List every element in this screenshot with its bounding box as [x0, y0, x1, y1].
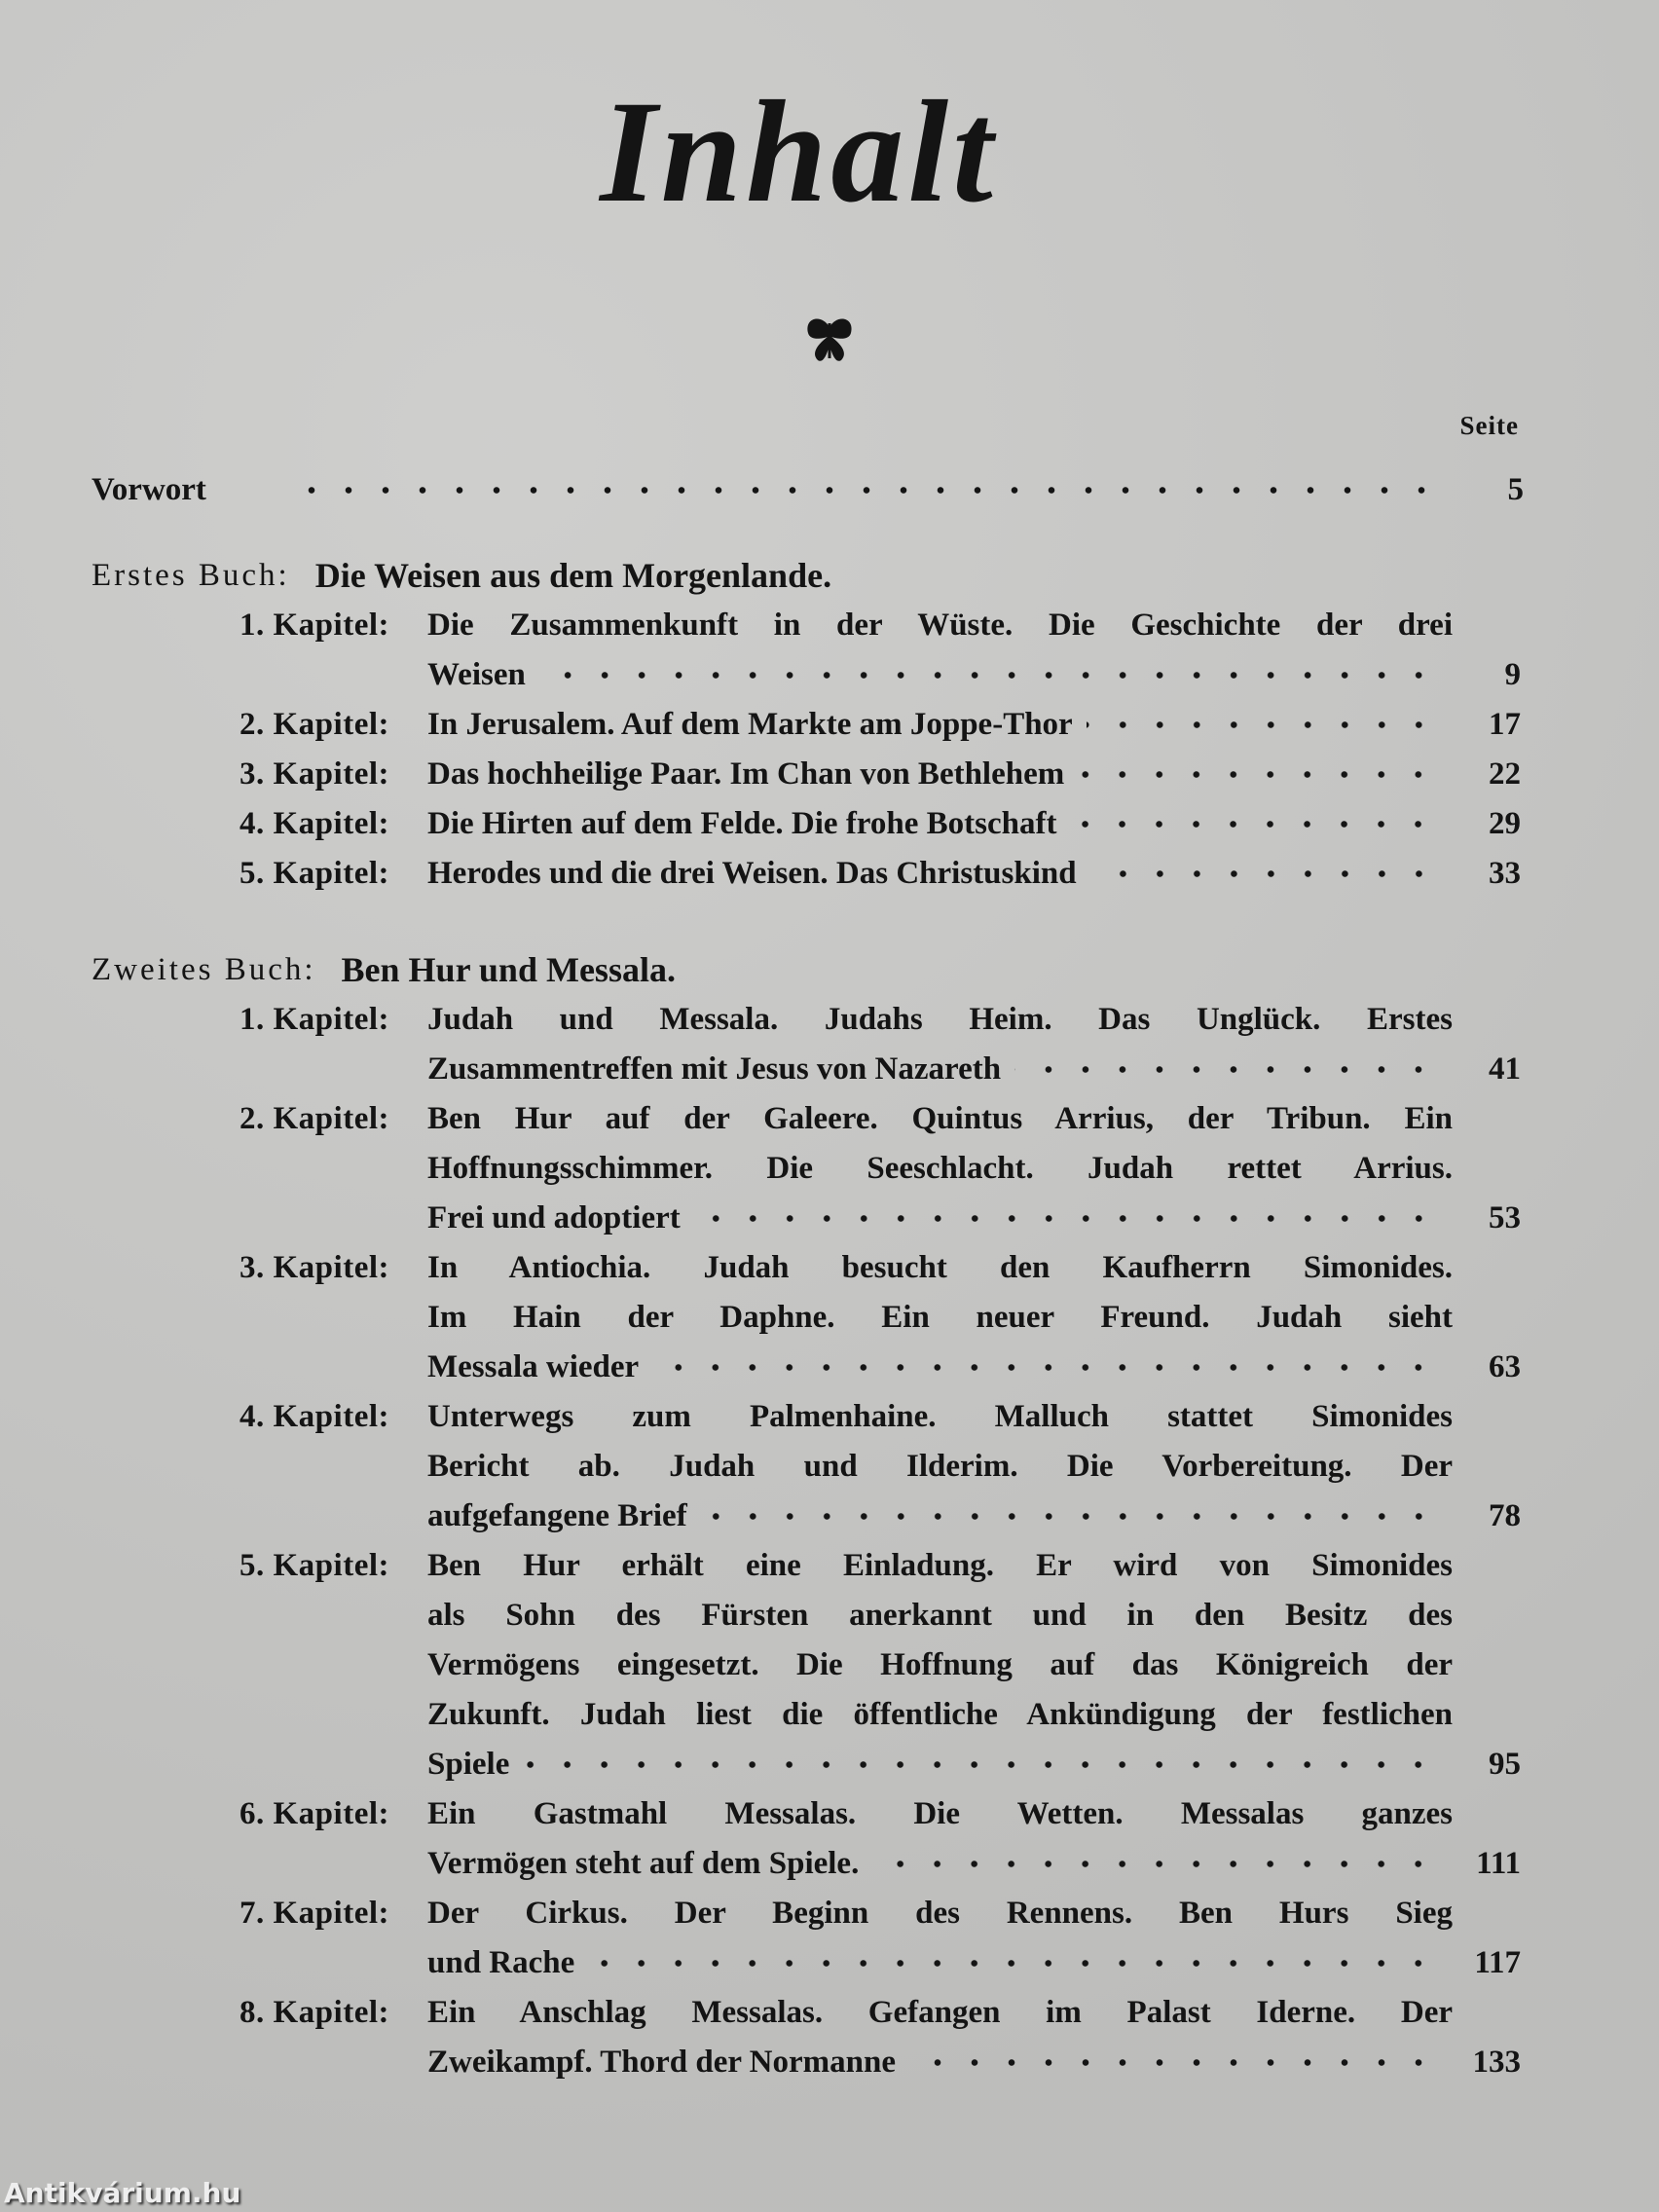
book-label: Erstes Buch: — [92, 558, 290, 593]
chapter-text-wrap — [427, 1045, 1453, 1094]
chapter-number: 7. Kapitel: — [240, 1896, 389, 1931]
dot-leader — [909, 2038, 1439, 2087]
chapter-number: 1. Kapitel: — [240, 1002, 389, 1037]
chapter-text-wrap — [427, 1442, 1453, 1492]
chapter-text-wrap — [427, 1541, 1453, 1591]
chapter-title-text: Herodes und die drei Weisen. Das Christuskind — [427, 856, 1077, 891]
chapter-text-wrap — [427, 1243, 1453, 1293]
chapter-title-text: Spiele — [427, 1747, 510, 1782]
chapter-title-text: Vermögen steht auf dem Spiele. — [427, 1846, 860, 1881]
chapter-line — [92, 1045, 1524, 1094]
dot-leader — [652, 1343, 1439, 1392]
page-number: 17 — [1489, 707, 1521, 742]
chapter-line — [92, 1690, 1524, 1740]
dot-leader — [701, 1492, 1439, 1541]
table-of-contents — [92, 465, 1524, 2087]
chapter-title-text: Unterwegs zum Palmenhaine. Malluch stattet Simonides — [427, 1399, 1453, 1434]
page-number: 133 — [1472, 2045, 1521, 2080]
chapter-text-wrap — [427, 750, 1453, 799]
chapter-text-wrap — [427, 1194, 1453, 1243]
page-number: 63 — [1489, 1349, 1521, 1384]
toc-entry-chapter[interactable] — [92, 995, 1524, 1094]
page-title: Inhalt — [600, 71, 997, 233]
chapter-number: 5. Kapitel: — [240, 856, 389, 891]
toc-entry-chapter[interactable] — [92, 799, 1524, 849]
chapter-line — [92, 1144, 1524, 1194]
chapter-line — [92, 799, 1524, 849]
chapter-line — [92, 650, 1524, 700]
chapter-title-text: Ein Gastmahl Messalas. Die Wetten. Messalas ganzes — [427, 1796, 1453, 1831]
page-number: 117 — [1474, 1945, 1521, 1980]
chapter-text-wrap — [427, 1938, 1453, 1988]
page-column-label: Seite — [1459, 411, 1519, 440]
page-number: 111 — [1476, 1846, 1521, 1881]
chapter-number: 3. Kapitel: — [240, 756, 389, 792]
chapter-line — [92, 1839, 1524, 1889]
book-title: Ben Hur und Messala. — [341, 950, 676, 989]
chapter-number: 4. Kapitel: — [240, 806, 389, 841]
toc-entry-chapter[interactable] — [92, 1789, 1524, 1889]
chapter-text-wrap — [427, 799, 1453, 849]
chapter-line — [92, 1740, 1524, 1789]
chapter-text-wrap — [427, 1641, 1453, 1690]
toc-entry-vorwort[interactable] — [92, 465, 1524, 515]
chapter-text-wrap — [427, 1690, 1453, 1740]
dot-leader — [539, 650, 1439, 700]
chapter-text-wrap — [427, 650, 1453, 700]
book-heading[interactable] — [92, 551, 1524, 601]
chapter-number: 2. Kapitel: — [240, 707, 389, 742]
chapter-text-wrap — [427, 1094, 1453, 1144]
chapter-line — [92, 849, 1524, 899]
chapter-number: 2. Kapitel: — [240, 1101, 389, 1136]
chapter-text-wrap — [427, 1492, 1453, 1541]
dot-leader — [1070, 799, 1439, 849]
dot-leader — [872, 1839, 1439, 1889]
chapter-line — [92, 1889, 1524, 1938]
chapter-line — [92, 1641, 1524, 1690]
butterfly-ornament-icon — [800, 310, 859, 368]
chapter-text-wrap — [427, 849, 1453, 899]
chapter-title-text: Zweikampf. Thord der Normanne — [427, 2045, 896, 2080]
page-number: 53 — [1489, 1200, 1521, 1235]
dot-leader — [1014, 1045, 1439, 1094]
page-number: 41 — [1489, 1051, 1521, 1087]
dot-leader — [1090, 849, 1439, 899]
chapter-number: 3. Kapitel: — [240, 1250, 389, 1285]
chapter-title-text: Ben Hur auf der Galeere. Quintus Arrius, der Tribun. Ein — [427, 1101, 1453, 1136]
chapter-line — [92, 1988, 1524, 2038]
chapter-title-text: Zusammentreffen mit Jesus von Nazareth — [427, 1051, 1002, 1087]
chapter-line — [92, 1243, 1524, 1293]
chapter-title-text: aufgefangene Brief — [427, 1498, 687, 1533]
book-label: Zweites Buch: — [92, 952, 316, 987]
chapter-line — [92, 1293, 1524, 1343]
dot-leader — [694, 1194, 1439, 1243]
chapter-title-text: Der Cirkus. Der Beginn des Rennens. Ben Hurs Sieg — [427, 1896, 1453, 1931]
chapter-line — [92, 1492, 1524, 1541]
chapter-text-wrap — [427, 2038, 1453, 2087]
entry-title: Vorwort — [92, 472, 206, 507]
chapter-title-text: Vermögens eingesetzt. Die Hoffnung auf das Königreich der — [427, 1647, 1453, 1682]
dot-leader — [1087, 700, 1439, 750]
chapter-title-text: Die Zusammenkunft in der Wüste. Die Geschichte der drei — [427, 608, 1453, 643]
toc-entry-chapter[interactable] — [92, 700, 1524, 750]
page-number: 95 — [1489, 1747, 1521, 1782]
toc-entry-chapter[interactable] — [92, 1392, 1524, 1541]
toc-entry-chapter[interactable] — [92, 1094, 1524, 1243]
chapter-title-text: Messala wieder — [427, 1349, 640, 1384]
chapter-text-wrap — [427, 1392, 1453, 1442]
chapter-text-wrap — [427, 1343, 1453, 1392]
chapter-number: 4. Kapitel: — [240, 1399, 389, 1434]
chapter-title-text: Bericht ab. Judah und Ilderim. Die Vorbereitung. Der — [427, 1449, 1453, 1484]
chapter-title-text: Judah und Messala. Judahs Heim. Das Unglück. Erstes — [427, 1002, 1453, 1037]
page-number: 22 — [1489, 756, 1521, 792]
dot-leader — [1078, 750, 1439, 799]
toc-entry-chapter[interactable] — [92, 601, 1524, 700]
chapter-title-text: Ben Hur erhält eine Einladung. Er wird von Simonides — [427, 1548, 1453, 1583]
chapter-line — [92, 1343, 1524, 1392]
chapter-title-text: In Antiochia. Judah besucht den Kaufherrn Simonides. — [427, 1250, 1453, 1285]
dot-leader — [523, 1740, 1439, 1789]
chapter-title-text: Ein Anschlag Messalas. Gefangen im Palast Iderne. Der — [427, 1995, 1453, 2030]
book-title: Die Weisen aus dem Morgenlande. — [314, 556, 832, 595]
chapter-title-text: In Jerusalem. Auf dem Markte am Joppe-Thor — [427, 707, 1073, 742]
chapter-title-text: Die Hirten auf dem Felde. Die frohe Botschaft — [427, 806, 1057, 841]
toc-entry-chapter[interactable] — [92, 849, 1524, 899]
toc-entry-chapter[interactable] — [92, 1243, 1524, 1392]
chapter-line — [92, 1442, 1524, 1492]
chapter-text-wrap — [427, 1740, 1453, 1789]
page-number: 9 — [1504, 657, 1521, 692]
chapter-number: 5. Kapitel: — [240, 1548, 389, 1583]
toc-entry-chapter[interactable] — [92, 750, 1524, 799]
chapter-text-wrap — [427, 1839, 1453, 1889]
chapter-text-wrap — [427, 1988, 1453, 2038]
chapter-title-text: Weisen — [427, 657, 526, 692]
toc-entry-chapter[interactable] — [92, 1889, 1524, 1988]
chapter-line — [92, 1938, 1524, 1988]
dot-leader — [300, 465, 1442, 515]
chapter-title-text: Zukunft. Judah liest die öffentliche Ankündigung der festlichen — [427, 1697, 1453, 1732]
page-number: 33 — [1489, 856, 1521, 891]
chapter-line — [92, 1392, 1524, 1442]
book-heading[interactable] — [92, 945, 1524, 995]
chapter-line — [92, 1541, 1524, 1591]
chapter-line — [92, 601, 1524, 650]
chapter-line — [92, 1591, 1524, 1641]
chapter-title-text: Hoffnungsschimmer. Die Seeschlacht. Judah rettet Arrius. — [427, 1151, 1453, 1186]
page-number: 78 — [1489, 1498, 1521, 1533]
chapter-number: 6. Kapitel: — [240, 1796, 389, 1831]
chapter-line — [92, 1789, 1524, 1839]
page-number: 29 — [1489, 806, 1521, 841]
page-number: 5 — [1507, 472, 1524, 507]
chapter-title-text: als Sohn des Fürsten anerkannt und in den Besitz des — [427, 1598, 1453, 1633]
chapter-line — [92, 2038, 1524, 2087]
chapter-text-wrap — [427, 1789, 1453, 1839]
chapter-number: 8. Kapitel: — [240, 1995, 389, 2030]
chapter-number: 1. Kapitel: — [240, 608, 389, 643]
chapter-title-text: Das hochheilige Paar. Im Chan von Bethlehem — [427, 756, 1065, 792]
chapter-title-text: und Rache — [427, 1945, 575, 1980]
chapter-line — [92, 1194, 1524, 1243]
chapter-title-text: Im Hain der Daphne. Ein neuer Freund. Judah sieht — [427, 1300, 1453, 1335]
chapter-title-text: Frei und adoptiert — [427, 1200, 681, 1235]
watermark-logo: Antikvárium.hu — [4, 2177, 241, 2209]
chapter-line — [92, 995, 1524, 1045]
chapter-text-wrap — [427, 1889, 1453, 1938]
toc-entry-chapter[interactable] — [92, 1541, 1524, 1789]
chapter-text-wrap — [427, 1591, 1453, 1641]
dot-leader — [588, 1938, 1439, 1988]
chapter-line — [92, 700, 1524, 750]
chapter-text-wrap — [427, 601, 1453, 650]
chapter-line — [92, 1094, 1524, 1144]
toc-entry-chapter[interactable] — [92, 1988, 1524, 2087]
chapter-text-wrap — [427, 1293, 1453, 1343]
chapter-text-wrap — [427, 1144, 1453, 1194]
chapter-line — [92, 750, 1524, 799]
chapter-text-wrap — [427, 700, 1453, 750]
chapter-text-wrap — [427, 995, 1453, 1045]
